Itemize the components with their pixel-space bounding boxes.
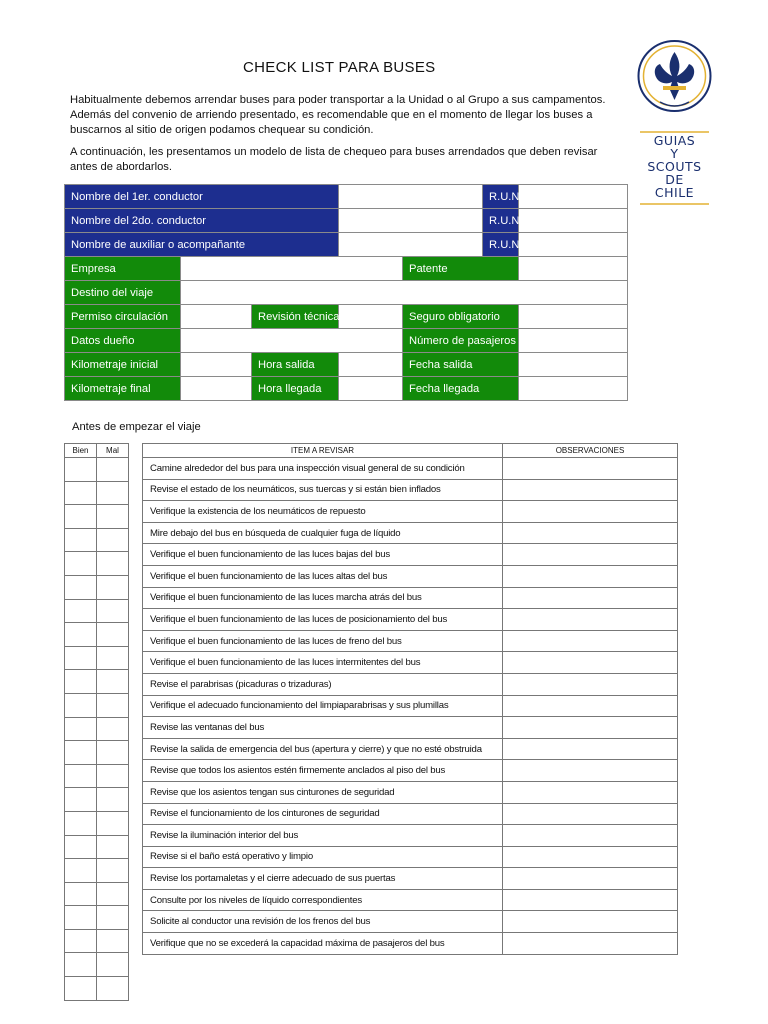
checkbox-row (65, 977, 129, 1001)
label-fecha-salida: Fecha salida (403, 353, 519, 377)
checkbox-row (65, 646, 129, 670)
logo-text-line: SCOUTS (647, 159, 702, 174)
checkbox-mal[interactable] (97, 929, 129, 953)
checklist-item: Verifique el buen funcionamiento de las luces intermitentes del bus (143, 652, 503, 674)
checkbox-bien[interactable] (65, 599, 97, 623)
checkbox-row (65, 458, 129, 482)
observaciones-cell[interactable] (503, 587, 678, 609)
logo-text-line: DE (665, 172, 684, 187)
label-hora-salida: Hora salida (252, 353, 339, 377)
info-row (65, 281, 628, 305)
checklist-item: Verifique el buen funcionamiento de las luces altas del bus (143, 565, 503, 587)
checkbox-bien[interactable] (65, 953, 97, 977)
info-row (65, 305, 628, 329)
input-hora-llegada[interactable] (339, 377, 403, 401)
intro-paragraph-2: A continuación, les presentamos un modelo de lista de chequeo para buses arrendados que deben revisar antes de abordarlos. (70, 146, 598, 173)
observaciones-cell[interactable] (503, 630, 678, 652)
input-conductor1[interactable] (339, 185, 483, 209)
logo-text-line: Y (670, 146, 679, 161)
checkbox-row (65, 693, 129, 717)
label-permiso: Permiso circulación (65, 305, 181, 329)
input-conductor2[interactable] (339, 209, 483, 233)
bus-info-table (64, 184, 628, 401)
table-row (143, 760, 678, 782)
label-revision: Revisión técnica (252, 305, 339, 329)
label-hora-llegada: Hora llegada (252, 377, 339, 401)
checkbox-mal[interactable] (97, 859, 129, 883)
table-row (143, 544, 678, 566)
checkbox-row (65, 929, 129, 953)
table-row (143, 522, 678, 544)
checkbox-mal[interactable] (97, 528, 129, 552)
observaciones-cell[interactable] (503, 760, 678, 782)
info-row (65, 185, 628, 209)
observaciones-cell[interactable] (503, 738, 678, 760)
table-row (143, 479, 678, 501)
checkbox-bien[interactable] (65, 481, 97, 505)
input-hora-salida[interactable] (339, 353, 403, 377)
input-seguro[interactable] (519, 305, 628, 329)
checkbox-row (65, 811, 129, 835)
checkbox-mal[interactable] (97, 693, 129, 717)
checkbox-row (65, 835, 129, 859)
input-revision[interactable] (339, 305, 403, 329)
table-row (143, 846, 678, 868)
table-row (143, 717, 678, 739)
checkbox-row (65, 788, 129, 812)
section-heading: Antes de empezar el viaje (72, 421, 201, 433)
input-km-final[interactable] (181, 377, 252, 401)
table-row (143, 933, 678, 955)
checkbox-bien[interactable] (65, 646, 97, 670)
observaciones-cell[interactable] (503, 781, 678, 803)
table-row (143, 803, 678, 825)
table-row (143, 565, 678, 587)
input-run2[interactable] (519, 209, 628, 233)
header-observaciones: OBSERVACIONES (503, 444, 678, 458)
label-patente: Patente (403, 257, 519, 281)
input-permiso[interactable] (181, 305, 252, 329)
table-row (143, 695, 678, 717)
checklist-item: Verifique el buen funcionamiento de las luces marcha atrás del bus (143, 587, 503, 609)
checkbox-row (65, 505, 129, 529)
observaciones-cell[interactable] (503, 803, 678, 825)
input-km-inicial[interactable] (181, 353, 252, 377)
input-dueno[interactable] (181, 329, 403, 353)
checkbox-bien[interactable] (65, 882, 97, 906)
checklist-item: Verifique el buen funcionamiento de las luces de posicionamiento del bus (143, 609, 503, 631)
checkbox-row (65, 552, 129, 576)
header-mal: Mal (97, 444, 129, 458)
checkbox-mal[interactable] (97, 717, 129, 741)
observaciones-cell[interactable] (503, 565, 678, 587)
observaciones-cell[interactable] (503, 673, 678, 695)
checkbox-row (65, 528, 129, 552)
checkbox-mal[interactable] (97, 764, 129, 788)
checklist-item: Revise la salida de emergencia del bus (apertura y cierre) y que no esté obstruida (143, 738, 503, 760)
checklist-item: Revise las ventanas del bus (143, 717, 503, 739)
label-fecha-llegada: Fecha llegada (403, 377, 519, 401)
checkbox-bien[interactable] (65, 693, 97, 717)
checkbox-mal[interactable] (97, 599, 129, 623)
label-destino: Destino del viaje (65, 281, 181, 305)
checklist-item: Verifique el buen funcionamiento de las luces de freno del bus (143, 630, 503, 652)
checkbox-bien[interactable] (65, 835, 97, 859)
checkbox-mal[interactable] (97, 552, 129, 576)
checklist-item: Camine alrededor del bus para una inspección visual general de su condición (143, 458, 503, 480)
label-km-final: Kilometraje final (65, 377, 181, 401)
input-fecha-salida[interactable] (519, 353, 628, 377)
checkbox-mal[interactable] (97, 458, 129, 482)
checkbox-row (65, 953, 129, 977)
label-auxiliar: Nombre de auxiliar o acompañante (65, 233, 339, 257)
checkbox-row (65, 575, 129, 599)
checkbox-mal[interactable] (97, 788, 129, 812)
label-km-inicial: Kilometraje inicial (65, 353, 181, 377)
checkbox-bien[interactable] (65, 552, 97, 576)
checkbox-mal[interactable] (97, 623, 129, 647)
info-row (65, 377, 628, 401)
checkbox-mal[interactable] (97, 670, 129, 694)
checkbox-row (65, 599, 129, 623)
header-item: ITEM A REVISAR (143, 444, 503, 458)
input-run3[interactable] (519, 233, 628, 257)
checkbox-bien[interactable] (65, 528, 97, 552)
checkbox-row (65, 717, 129, 741)
info-row (65, 353, 628, 377)
checklist-item: Revise la iluminación interior del bus (143, 825, 503, 847)
checkbox-mal[interactable] (97, 953, 129, 977)
checklist-item: Solicite al conductor una revisión de los frenos del bus (143, 911, 503, 933)
info-row (65, 329, 628, 353)
checkbox-row (65, 741, 129, 765)
input-fecha-llegada[interactable] (519, 377, 628, 401)
observaciones-cell[interactable] (503, 501, 678, 523)
checkbox-row (65, 906, 129, 930)
label-run: R.U.N. (483, 233, 519, 257)
checkbox-mal[interactable] (97, 882, 129, 906)
checkbox-mal[interactable] (97, 835, 129, 859)
checkbox-row (65, 882, 129, 906)
observaciones-cell[interactable] (503, 695, 678, 717)
table-row (143, 587, 678, 609)
table-row (143, 630, 678, 652)
checkbox-bien[interactable] (65, 977, 97, 1001)
checkbox-mal[interactable] (97, 741, 129, 765)
table-row (143, 738, 678, 760)
checkbox-bien[interactable] (65, 717, 97, 741)
checkbox-mal[interactable] (97, 646, 129, 670)
checkbox-row (65, 623, 129, 647)
intro-paragraph: Habitualmente debemos arrendar buses para poder transportar a la Unidad o al Grupo a sus campamentos. Además del convenio de arriendo presentado, es recomendable que en el momento de llegar los buses a buscarnos al sitio de origen podamos chequear su condición. (70, 94, 606, 136)
info-row (65, 233, 628, 257)
observaciones-cell[interactable] (503, 522, 678, 544)
label-run: R.U.N. (483, 209, 519, 233)
table-row (143, 868, 678, 890)
checklist-table (142, 443, 678, 955)
checkbox-bien[interactable] (65, 764, 97, 788)
observaciones-cell[interactable] (503, 825, 678, 847)
checkbox-row (65, 859, 129, 883)
bien-mal-table (64, 443, 129, 1001)
checklist-item: Revise que todos los asientos estén firmemente anclados al piso del bus (143, 760, 503, 782)
info-row (65, 257, 628, 281)
checklist-item: Revise que los asientos tengan sus cinturones de seguridad (143, 781, 503, 803)
checkbox-row (65, 764, 129, 788)
observaciones-cell[interactable] (503, 889, 678, 911)
checkbox-bien[interactable] (65, 505, 97, 529)
checkbox-bien[interactable] (65, 458, 97, 482)
input-destino[interactable] (181, 281, 628, 305)
input-run1[interactable] (519, 185, 628, 209)
checklist-item: Verifique el buen funcionamiento de las luces bajas del bus (143, 544, 503, 566)
checkbox-mal[interactable] (97, 811, 129, 835)
input-empresa[interactable] (181, 257, 403, 281)
input-patente[interactable] (519, 257, 628, 281)
checklist-item: Verifique que no se excederá la capacidad máxima de pasajeros del bus (143, 933, 503, 955)
table-row (143, 911, 678, 933)
observaciones-cell[interactable] (503, 846, 678, 868)
logo-text-line: CHILE (654, 185, 695, 200)
checklist-item: Revise el estado de los neumáticos, sus tuercas y si están bien inflados (143, 479, 503, 501)
table-row (143, 825, 678, 847)
table-row (143, 501, 678, 523)
checklist-item: Revise los portamaletas y el cierre adecuado de sus puertas (143, 868, 503, 890)
table-row (143, 652, 678, 674)
observaciones-cell[interactable] (503, 652, 678, 674)
checkbox-bien[interactable] (65, 929, 97, 953)
checkbox-row (65, 481, 129, 505)
input-pasajeros[interactable] (519, 329, 628, 353)
checkbox-bien[interactable] (65, 670, 97, 694)
observaciones-cell[interactable] (503, 933, 678, 955)
label-conductor2: Nombre del 2do. conductor (65, 209, 339, 233)
checkbox-mal[interactable] (97, 575, 129, 599)
checkbox-bien[interactable] (65, 906, 97, 930)
input-auxiliar[interactable] (339, 233, 483, 257)
checkbox-mal[interactable] (97, 481, 129, 505)
label-dueno: Datos dueño (65, 329, 181, 353)
checklist-item: Mire debajo del bus en búsqueda de cualquier fuga de líquido (143, 522, 503, 544)
checkbox-bien[interactable] (65, 788, 97, 812)
checkbox-bien[interactable] (65, 859, 97, 883)
header-bien: Bien (65, 444, 97, 458)
checkbox-bien[interactable] (65, 741, 97, 765)
label-empresa: Empresa (65, 257, 181, 281)
label-pasajeros: Número de pasajeros (403, 329, 519, 353)
observaciones-cell[interactable] (503, 911, 678, 933)
observaciones-cell[interactable] (503, 717, 678, 739)
table-row (143, 458, 678, 480)
checklist-item: Consulte por los niveles de líquido correspondientes (143, 889, 503, 911)
label-conductor1: Nombre del 1er. conductor (65, 185, 339, 209)
table-row (143, 889, 678, 911)
checkbox-mal[interactable] (97, 505, 129, 529)
observaciones-cell[interactable] (503, 479, 678, 501)
checklist-item: Revise si el baño está operativo y limpio (143, 846, 503, 868)
checkbox-mal[interactable] (97, 906, 129, 930)
checkbox-bien[interactable] (65, 623, 97, 647)
label-run: R.U.N. (483, 185, 519, 209)
observaciones-cell[interactable] (503, 544, 678, 566)
checkbox-mal[interactable] (97, 977, 129, 1001)
checkbox-bien[interactable] (65, 575, 97, 599)
observaciones-cell[interactable] (503, 458, 678, 480)
observaciones-cell[interactable] (503, 609, 678, 631)
label-seguro: Seguro obligatorio (403, 305, 519, 329)
table-row (143, 781, 678, 803)
table-row (143, 673, 678, 695)
checklist-item: Verifique la existencia de los neumáticos de repuesto (143, 501, 503, 523)
checkbox-bien[interactable] (65, 811, 97, 835)
checklist-item: Revise el parabrisas (picaduras o trizaduras) (143, 673, 503, 695)
logo-text-line: GUIAS (653, 133, 696, 148)
observaciones-cell[interactable] (503, 868, 678, 890)
checkbox-row (65, 670, 129, 694)
table-row (143, 609, 678, 631)
info-row (65, 209, 628, 233)
checklist-item: Revise el funcionamiento de los cinturones de seguridad (143, 803, 503, 825)
checklist-item: Verifique el adecuado funcionamiento del limpiaparabrisas y sus plumillas (143, 695, 503, 717)
